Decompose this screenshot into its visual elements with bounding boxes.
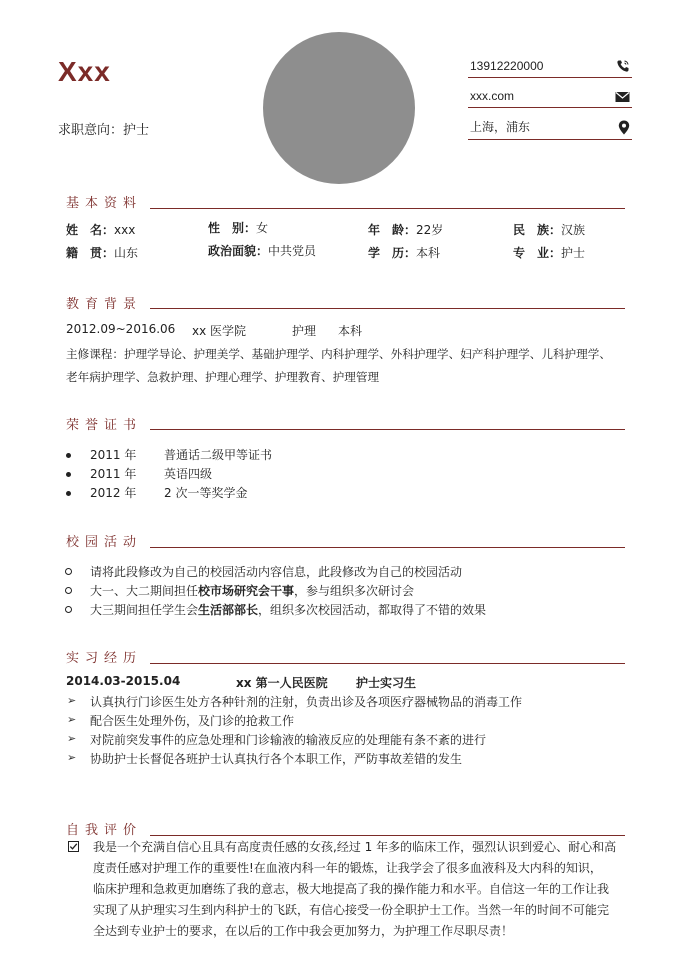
profile-photo: [263, 32, 415, 184]
self-eval-paragraph: [93, 837, 621, 942]
basic-political: [208, 242, 316, 259]
contact-email: [468, 86, 632, 108]
label: 学 历：: [368, 246, 417, 260]
email-text: xxx.com: [470, 89, 515, 103]
section-divider: [150, 308, 625, 309]
intern-duty: 配合医生处理外伤，及门诊的抢救工作: [90, 714, 295, 728]
self-eval-line: 实现了从护理实习生到内科护士的飞跃，有信心接受一份全职护士工作。当然一年的时间不可能完: [93, 903, 610, 917]
highlight: 校市场研究会干事: [198, 584, 295, 598]
location-pin-icon: [618, 120, 630, 135]
text: 大一、大二期间担任: [90, 584, 199, 598]
edu-courses-line1: 主修课程：护理学导论、护理美学、基础护理学、内科护理学、外科护理学、妇产科护理学、儿科护理学、: [66, 347, 611, 361]
intern-role: 护士实习生: [356, 676, 417, 690]
label: 政治面貌：: [208, 244, 269, 258]
bullet: [65, 587, 72, 594]
mail-icon: [615, 91, 630, 103]
label: 专 业：: [513, 246, 562, 260]
basic-origin: [66, 244, 138, 261]
value: 22岁: [416, 223, 444, 237]
label: 籍 贯：: [66, 246, 115, 260]
label: 姓 名：: [66, 223, 115, 237]
intern-duty: 认真执行门诊医生处方各种针剂的注射，负责出诊及各项医疗器械物品的消毒工作: [90, 695, 523, 709]
bullet: [65, 606, 72, 613]
label: 年 龄：: [368, 223, 417, 237]
basic-age: [368, 221, 443, 238]
bullet: [66, 491, 71, 496]
phone-text: 13912220000: [470, 59, 544, 73]
value: 护士: [561, 246, 586, 260]
self-eval-line: 度责任感对护理工作的重要性!在血液内科一年的锻炼，让我学会了很多血液科及大内科的知识，: [93, 861, 602, 875]
section-divider: [150, 208, 625, 209]
arrow-bullet-icon: ➢: [67, 751, 77, 764]
campus-item-1: 请将此段修改为自己的校园活动内容信息，此段修改为自己的校园活动: [90, 565, 463, 579]
section-divider: [150, 835, 625, 836]
basic-ethnic: [513, 221, 585, 238]
text: ，组织多次校园活动，都取得了不错的效果: [258, 603, 487, 617]
edu-period: 2012.09~2016.06: [66, 322, 176, 336]
arrow-bullet-icon: ➢: [67, 713, 77, 726]
value: 中共党员: [268, 244, 317, 258]
self-eval-line: 全达到专业护士的要求，在以后的工作中我会更加努力，为护理工作尽职尽责！: [93, 924, 514, 938]
section-divider: [150, 547, 625, 548]
campus-item-3: [90, 601, 486, 618]
edu-courses-line2: 老年病护理学、急救护理、护理心理学、护理教育、护理管理: [66, 370, 380, 384]
honor-name: 2 次一等奖学金: [164, 486, 248, 500]
section-title-education: 教育背景: [66, 297, 143, 312]
honor-name: 普通话二级甲等证书: [164, 448, 273, 462]
value: 本科: [416, 246, 441, 260]
candidate-name: Xxx: [58, 56, 111, 87]
section-title-basic: 基本资料: [66, 196, 143, 211]
basic-degree: [368, 244, 440, 261]
honor-year: 2011 年: [90, 467, 137, 481]
label: 民 族：: [513, 223, 562, 237]
self-eval-line: 临床护理和急救更加磨练了我的意志，极大地提高了我的操作能力和水平。自信这一年的工作让我: [93, 882, 610, 896]
value: 女: [256, 221, 269, 235]
highlight: 生活部部长: [198, 603, 259, 617]
honor-name: 英语四级: [164, 467, 213, 481]
bullet: [66, 472, 71, 477]
edu-major: 护理: [292, 324, 317, 338]
value: xxx: [114, 223, 136, 237]
label: 性 别：: [208, 221, 257, 235]
value: 汉族: [561, 223, 586, 237]
job-intent: 求职意向：护士: [58, 123, 150, 138]
text: 大三期间担任学生会: [90, 603, 199, 617]
phone-icon: [616, 59, 630, 73]
basic-major: [513, 244, 585, 261]
basic-name: [66, 221, 135, 238]
basic-gender: [208, 219, 268, 236]
contact-location: [468, 118, 632, 140]
self-eval-line: 我是一个充满自信心且具有高度责任感的女孩,经过 1 年多的临床工作，强烈认识到爱心、耐心和高: [93, 840, 617, 854]
honor-year: 2011 年: [90, 448, 137, 462]
section-title-honors: 荣誉证书: [66, 418, 143, 433]
section-divider: [150, 663, 625, 664]
contact-phone: [468, 56, 632, 78]
location-text: 上海，浦东: [470, 120, 531, 134]
arrow-bullet-icon: ➢: [67, 732, 77, 745]
section-title-self: 自我评价: [66, 823, 143, 838]
intern-duty: 对院前突发事件的应急处理和门诊输液的输液反应的处理能有条不紊的进行: [90, 733, 487, 747]
honor-year: 2012 年: [90, 486, 137, 500]
section-title-internship: 实习经历: [66, 651, 143, 666]
edu-school: xx 医学院: [192, 324, 247, 338]
text: ，参与组织多次研讨会: [294, 584, 415, 598]
section-divider: [150, 429, 625, 430]
edu-degree: 本科: [338, 324, 363, 338]
section-title-campus: 校园活动: [66, 535, 143, 550]
bullet: [66, 453, 71, 458]
bullet: [65, 568, 72, 575]
campus-item-2: [90, 582, 414, 599]
intern-period: 2014.03-2015.04: [66, 674, 181, 688]
arrow-bullet-icon: ➢: [67, 694, 77, 707]
value: 山东: [114, 246, 139, 260]
intern-hospital: xx 第一人民医院: [236, 676, 328, 690]
intern-duty: 协助护士长督促各班护士认真执行各个本职工作，严防事故差错的发生: [90, 752, 463, 766]
checkbox-icon: [68, 841, 79, 852]
